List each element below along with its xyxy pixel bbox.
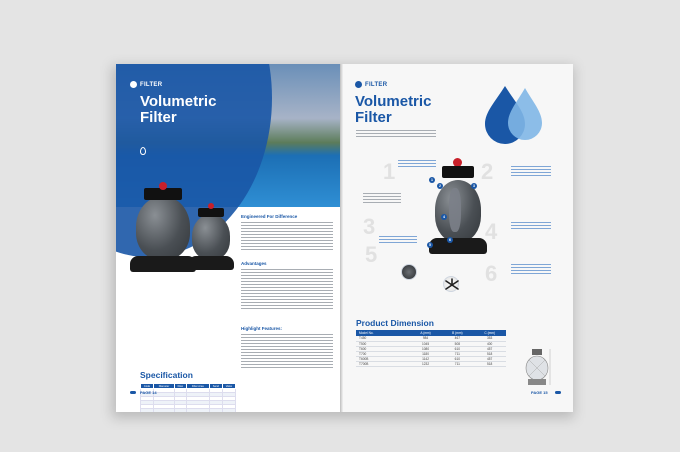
table-row: T600B 1142 610 457 xyxy=(356,356,506,361)
spec-header: Sand xyxy=(209,384,222,389)
diagram-badge: 5 xyxy=(427,242,433,248)
feature-number: 4 xyxy=(485,219,498,244)
page-number-right: PAGE 15 xyxy=(531,390,548,395)
detail-inset-6 xyxy=(443,276,459,292)
table-row: T450 984 467 353 xyxy=(356,336,506,341)
dimension-filter-drawing xyxy=(519,346,555,390)
tag-label: FILTER xyxy=(365,81,388,88)
water-drops-logo-icon xyxy=(481,82,551,144)
dimension-header: Model No. xyxy=(356,330,410,336)
callout-text-3 xyxy=(511,166,551,178)
dimension-header: C (mm) xyxy=(473,330,506,336)
callout-text-2 xyxy=(363,193,401,205)
feature-number: 2 xyxy=(481,159,494,184)
table-row: T600 1080 610 457 xyxy=(356,346,506,351)
spec-header: Valve xyxy=(222,384,235,389)
tag-dot-icon xyxy=(130,81,137,88)
callout-text-4 xyxy=(511,222,551,231)
callout-text-5 xyxy=(379,236,417,245)
heading-highlight: Highlight Features: xyxy=(241,326,283,331)
feature-number: 1 xyxy=(383,159,396,184)
filter-tag xyxy=(130,81,162,88)
feature-number: 3 xyxy=(363,214,376,239)
dimension-table xyxy=(356,330,506,367)
diagram-badge: 6 xyxy=(447,237,453,243)
spec-header: Diameter xyxy=(154,384,175,389)
heading-engineered: Engineered For Difference xyxy=(241,214,298,219)
title-line-1: Volumetric xyxy=(355,93,432,110)
title-line-2: Filter xyxy=(140,109,177,126)
filter-tag xyxy=(355,81,387,88)
diagram-badge: 1 xyxy=(429,177,435,183)
bullet-list xyxy=(356,130,436,139)
spec-header: Flow xyxy=(174,384,186,389)
diagram-badge: 2 xyxy=(437,183,443,189)
highlight-body-text xyxy=(241,334,333,370)
product-dimension-heading: Product Dimension xyxy=(356,318,434,328)
filter-cutaway-diagram xyxy=(429,158,489,268)
spec-header: Filter Area xyxy=(186,384,209,389)
detail-inset-5 xyxy=(401,264,417,280)
heading-advantages: Advantages xyxy=(241,261,267,266)
page-title xyxy=(140,94,216,126)
specification-heading: Specification xyxy=(140,370,193,380)
title-line-2: Filter xyxy=(355,109,392,126)
table-row: T500 1045 508 400 xyxy=(356,341,506,346)
water-drop-icon xyxy=(140,147,146,155)
table-row xyxy=(141,409,236,413)
spec-header: Code xyxy=(141,384,154,389)
table-row: T700B 1232 711 518 xyxy=(356,361,506,366)
page-number-left: PAGE 14 xyxy=(140,390,157,395)
right-page xyxy=(343,64,573,412)
dimension-header: A (mm) xyxy=(410,330,442,336)
sand-filter-product-image xyxy=(128,172,238,282)
tag-dot-icon xyxy=(355,81,362,88)
advantages-body-text xyxy=(241,269,333,311)
diagram-badge: 4 xyxy=(441,214,447,220)
diagram-badge: 3 xyxy=(471,183,477,189)
tag-label: FILTER xyxy=(140,81,163,88)
title-line-1: Volumetric xyxy=(140,93,217,110)
laterals-icon xyxy=(444,277,460,293)
callout-text-6 xyxy=(511,264,551,276)
feature-number: 5 xyxy=(365,242,378,267)
feature-number: 6 xyxy=(485,261,498,286)
page-title xyxy=(355,94,431,126)
dimension-header: B (mm) xyxy=(441,330,473,336)
page-number-pill xyxy=(555,391,561,394)
table-row: T700 1180 711 518 xyxy=(356,351,506,356)
specification-table xyxy=(140,383,236,412)
engineered-body-text xyxy=(241,222,333,252)
left-page xyxy=(116,64,346,412)
page-number-pill xyxy=(130,391,136,394)
